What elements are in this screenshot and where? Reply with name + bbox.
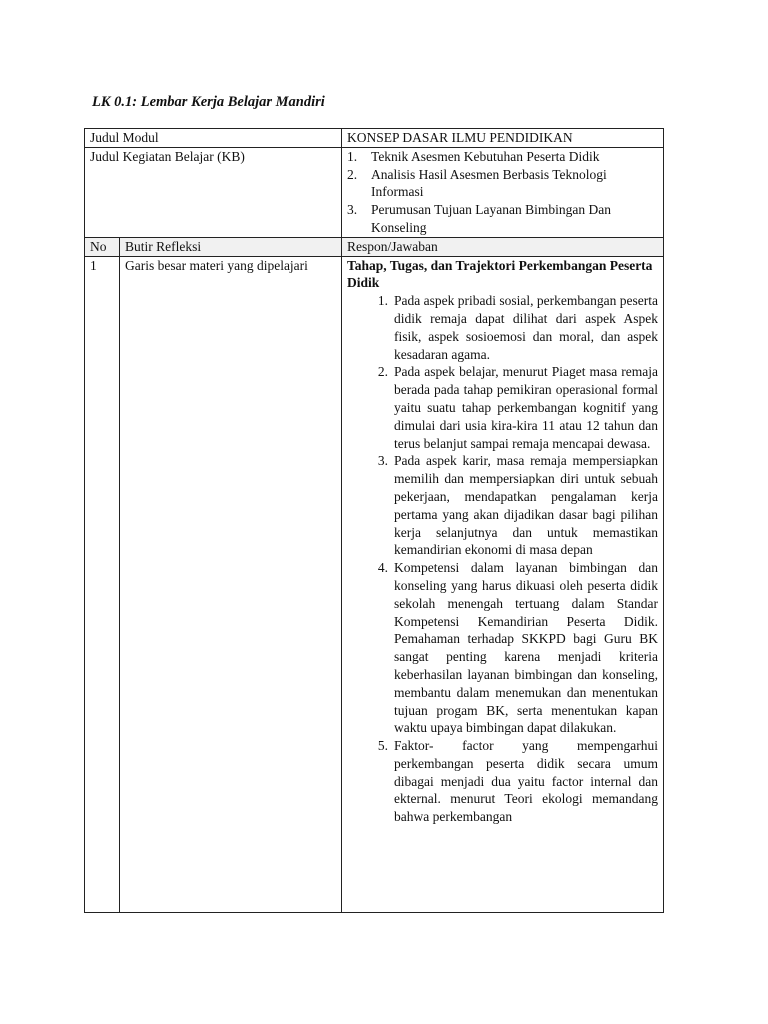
kb-item-text: Teknik Asesmen Kebutuhan Peserta Didik	[371, 148, 600, 164]
kb-item-text: Perumusan Tujuan Layanan Bimbingan Dan Konseling	[371, 202, 611, 235]
response-item	[347, 292, 658, 363]
response-item-text: Kompetensi dalam layanan bimbingan dan konseling yang harus dikuasi oleh peserta didik sekolah menengah tertuang dalam Standar Kompetensi Kemandirian Peserta Didik. Pemahaman terhadap SKKPD bagi Guru BK sangat penting karena menjadi kriteria keberhasilan layanan bimbingan dan konseling, membantu dalam menemukan dan menentukan tujuan progam BK, serta menentukan kapan waktu upaya bimbingan dapat dilakukan.	[394, 560, 659, 736]
kb-label: Judul Kegiatan Belajar (KB)	[85, 147, 342, 237]
kb-value	[342, 147, 664, 237]
response-item-number: 5.	[377, 738, 389, 754]
kb-item-number: 3.	[347, 202, 358, 218]
response-item	[347, 737, 658, 826]
kb-item-text: Analisis Hasil Asesmen Berbasis Teknologi Informasi	[371, 166, 607, 200]
response-item-number: 1.	[377, 293, 389, 309]
module-row	[85, 129, 664, 148]
response-item	[347, 452, 658, 559]
response-item-text: Pada aspek belajar, menurut Piaget masa remaja berada pada tahap pemikiran operasional formal yaitu suatu tahap perkembangan kognitif yang dimulai dari usia kira-kira 11 atau 12 tahun dan terus belanjut sampai remaja mencapai dewasa.	[394, 364, 659, 451]
response-heading: Tahap, Tugas, dan Trajektori Perkembangan Peserta Didik	[347, 257, 653, 291]
kb-item	[347, 166, 658, 202]
module-label: Judul Modul	[85, 129, 342, 148]
response-list	[347, 292, 658, 826]
kb-item-number: 2.	[347, 166, 358, 182]
kb-item	[347, 148, 658, 166]
response-item-text: Pada aspek karir, masa remaja mempersiapkan memilih dan mempersiapkan diri untuk sebuah pekerjaan, mendapatkan pengalaman kerja pertama yang akan dijadikan dasar bagi pilihan kerja selanjutnya dan untuk memastikan kemandirian ekonomi di masa depan	[394, 453, 659, 558]
response-item	[347, 363, 658, 452]
kb-item	[347, 201, 658, 237]
kb-list	[347, 148, 658, 237]
response-item-number: 3.	[377, 453, 389, 469]
entry-number: 1	[85, 256, 120, 912]
header-butir: Butir Refleksi	[120, 237, 342, 256]
response-item-number: 4.	[377, 560, 389, 576]
response-content	[347, 257, 658, 911]
header-respon: Respon/Jawaban	[342, 237, 664, 256]
table-row	[85, 256, 664, 912]
response-item-number: 2.	[377, 364, 389, 380]
response-item	[347, 559, 658, 737]
worksheet-table	[84, 128, 664, 913]
entry-response	[342, 256, 664, 912]
kb-row	[85, 147, 664, 237]
response-item-text: Faktor- factor yang mempengarhui perkembangan peserta didik secara umum dibagai menjadi dua yaitu factor internal dan ekternal. menurut Teori ekologi memandang bahwa perkembangan	[394, 738, 659, 825]
header-no: No	[85, 237, 120, 256]
entry-butir: Garis besar materi yang dipelajari	[120, 256, 342, 912]
document-title: LK 0.1: Lembar Kerja Belajar Mandiri	[92, 94, 325, 110]
kb-item-number: 1.	[347, 148, 358, 164]
response-item-text: Pada aspek pribadi sosial, perkembangan peserta didik remaja dapat dilihat dari aspek Aspek fisik, aspek sosioemosi dan moral, dan aspek kesadaran agama.	[394, 293, 659, 362]
module-value: KONSEP DASAR ILMU PENDIDIKAN	[342, 129, 664, 148]
table-header-row	[85, 237, 664, 256]
